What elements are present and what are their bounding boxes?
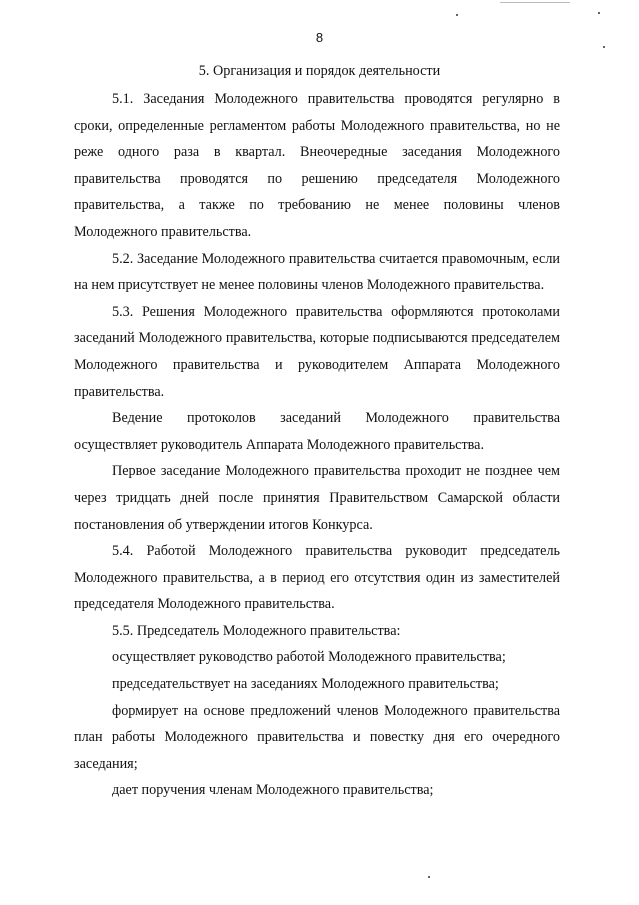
section-title: 5. Организация и порядок деятельности [198,63,441,79]
scan-speck [456,14,458,16]
page-number: 8 [315,30,324,45]
scan-speck [598,12,600,14]
paragraph-5-3: 5.3. Решения Молодежного правительства оформляются протоколами заседаний Молодежного правительства, которые подписываются председателем Молодежного правительства и руководителем Аппарата Молодежного правительства. [74,303,560,400]
scan-speck [603,46,605,48]
list-item-chairing: председательствует на заседаниях Молодежного правительства; [112,676,499,693]
document-body [74,86,560,804]
scan-speck [428,876,430,878]
scan-speck [500,2,570,3]
paragraph-protocol-keeping: Ведение протоколов заседаний Молодежного правительства осуществляет руководитель Аппарата Молодежного правительства. [74,410,560,453]
paragraph-5-5: 5.5. Председатель Молодежного правительства: [112,622,401,639]
list-item-work-plan: формирует на основе предложений членов Молодежного правительства план работы Молодежного правительства и повестку дня его очередного заседания; [74,702,560,772]
list-item-instructions: дает поручения членам Молодежного правительства; [112,782,434,799]
list-item-leadership: осуществляет руководство работой Молодежного правительства; [112,649,506,666]
paragraph-5-1: 5.1. Заседания Молодежного правительства проводятся регулярно в сроки, определенные регламентом работы Молодежного правительства, но не реже одного раза в квартал. Внеочередные заседания Молодежного правительства проводятся по решению председателя Молодежного правительства, а также по требованию не менее половины членов Молодежного правительства. [74,91,560,240]
paragraph-first-meeting: Первое заседание Молодежного правительства проходит не позднее чем через тридцать дней после принятия Правительством Самарской области постановления об утверждении итогов Конкурса. [74,463,560,533]
paragraph-5-2: 5.2. Заседание Молодежного правительства считается правомочным, если на нем присутствует не менее половины членов Молодежного правительства. [74,250,560,294]
paragraph-5-4: 5.4. Работой Молодежного правительства руководит председатель Молодежного правительства, а в период его отсутствия один из заместителей председателя Молодежного правительства. [74,543,560,613]
